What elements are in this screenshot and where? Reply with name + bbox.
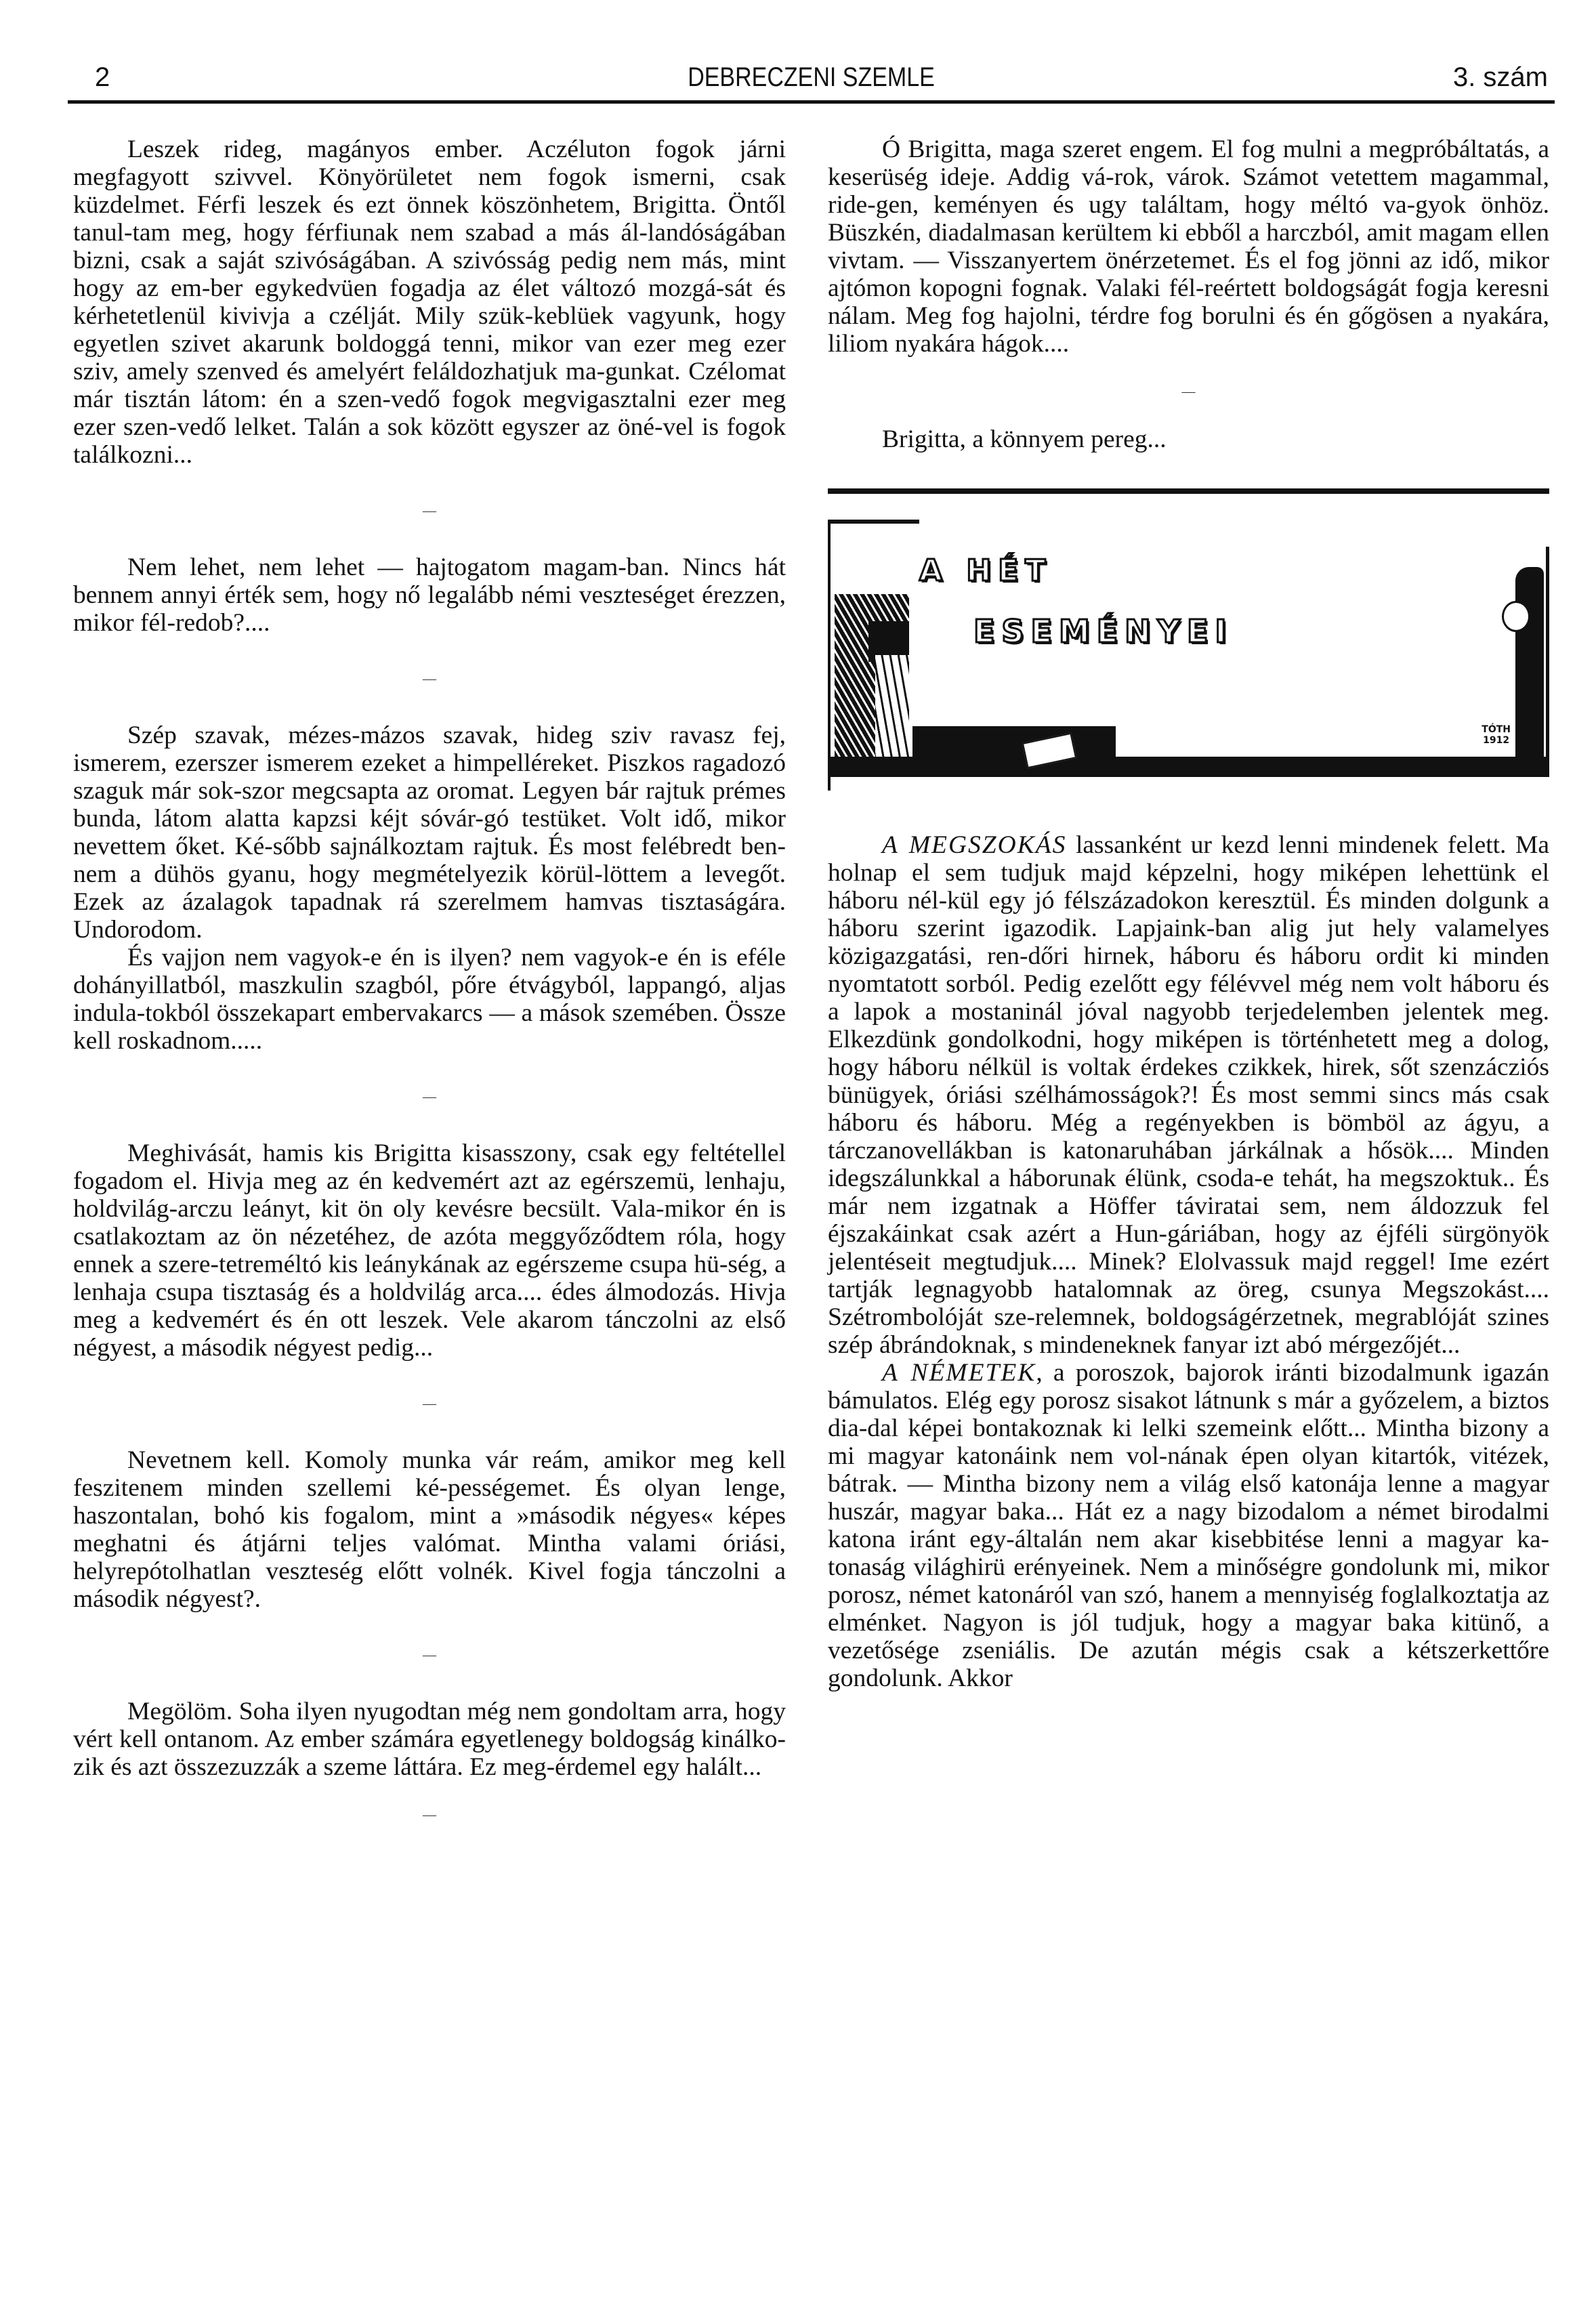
end-separator: — (423, 1807, 436, 1822)
publication-title: DEBRECZENI SZEMLE (688, 62, 935, 92)
paragraph: Ó Brigitta, maga szeret engem. El fog mulni a megpróbáltatás, a keserüség ideje. Addig vá-rok, várok. Számot vetettem magammal, ride-gen, keményen és ugy találtam, hogy méltó va-gyok önhöz. Büszkén, diadalmasan kerültem ki ebből a harczból, amit magam ellen vivtam. — Visszanyertem önérzetemet. És el fog jönni az idő, mikor ajtómon kopogni fognak. Valaki fél-reértett boldogságát fogja keresni nálam. Meg fog hajolni, térdre fog borulni és én gőgösen a nyakára, liliom nyakára hágok.... (828, 135, 1549, 358)
section-separator: — (423, 503, 436, 518)
paragraph: Meghivását, hamis kis Brigitta kisasszony, csak egy feltétellel fogadom el. Hivja meg az én kedvemért azt az egérszemü, lenhaju, holdvilág-arczu leányt, kit ön oly kevésre becsült. Vala-mikor én is csatlakoztam az ön nézetéhez, de azóta meggyőződtem róla, hogy ennek a szere-tetreméltó kis leánykának az egérszeme csupa hü-ség, a lenhaja csupa tisztaság és a holdvilág arca.... édes álmodozás. Hivja meg a kedvemért és én ott leszek. Vele akarom tánczolni az első négyest, a második négyest pedig... (73, 1139, 786, 1362)
section-separator: — (423, 671, 436, 686)
section-separator: — (423, 1396, 436, 1411)
section-separator: — (423, 1089, 436, 1104)
news-item (828, 1359, 1549, 1692)
section-separator: — (1181, 384, 1196, 399)
tripod-icon (875, 655, 909, 763)
right-column (828, 135, 1549, 1692)
banner-title-line2: ESEMÉNYEI (973, 613, 1234, 650)
section-rule (828, 488, 1549, 494)
paragraph: Nevetnem kell. Komoly munka vár reám, amikor meg kell feszitenem minden szellemi ké-pességemet. És olyan lenge, haszontalan, bohó kis fogalom, mint a »második négyes« képes meghatni és átjárni teljes valómat. Mintha valami óriási, helyrepótolhatlan veszteség előtt volnék. Kivel fogja tánczolni a második négyest?. (73, 1446, 786, 1613)
banner-title-line1: A HÉT (919, 553, 1053, 588)
artist-signature (1480, 723, 1512, 747)
left-column (73, 135, 786, 1849)
section-banner-illustration (828, 520, 1549, 811)
news-lead: A NÉMETEK (882, 1359, 1036, 1387)
signature-name: TÓTH (1482, 724, 1511, 735)
figure-icon (1515, 567, 1544, 770)
paragraph: Megölöm. Soha ilyen nyugodtan még nem gondoltam arra, hogy vért kell ontanom. Az ember számára egyetlenegy boldogság kinálko-zik és azt összezuzzák a szeme láttára. Ez meg-érdemel egy halált... (73, 1698, 786, 1781)
news-text: , a poroszok, bajorok iránti bizodalmunk igazán bámulatos. Elég egy porosz sisakot látnunk s már a győzelem, a biztos dia-dal képei bontakoznak ki lelki szemeink előtt... Mintha bizony a mi magyar katonáink nem vol-nának épen olyan kitartók, vitézek, bátrak. — Mintha bizony nem a világ első katonája lenne a magyar huszár, magyar baka... Hát ez a nagy bizodalom a német birodalmi katona iránt egy-általán nem akar kisebbitése lenni a magyar ka-tonaság világhirü erényeinek. Nem a minőségre gondolunk mi, mikor porosz, német katonáról van szó, hanem a mennyiség foglalkoztatja az elménket. Nagyon is jól tudjuk, hogy a magyar baka kitünő, a vezetősége zseniális. De azután mégis csak a kétszerkettőre gondolunk. Akkor (828, 1359, 1549, 1692)
figure-head-icon (1502, 601, 1530, 632)
section-separator: — (423, 1647, 436, 1662)
signature-year: 1912 (1483, 735, 1510, 746)
issue-number: 3. szám (1452, 62, 1548, 92)
news-lead: A MEGSZOKÁS (882, 831, 1067, 859)
page-header (68, 62, 1555, 103)
desk-icon (912, 726, 1116, 767)
paragraph: Szép szavak, mézes-mázos szavak, hideg sziv ravasz fej, ismerem, ezerszer ismerem ezeket a himpelléreket. Piszkos ragadozó szaguk már sok-szor megcsapta az oromat. Legyen bár rajtuk prémes bunda, látom alatta kapzsi kéjt sóvár-gó testüket. Volt idő, mikor nevettem őket. Ké-sőbb sajnálkoztam rajtuk. És most felébredt ben-nem a dühös gyanu, hogy megmételyezik körül-löttem a levegőt. Ezek az ázalagok tapadnak rá szerelmem hamvas tisztaságára. Undorodom. (73, 721, 786, 944)
header-rule (68, 100, 1555, 104)
news-text: lassanként ur kezd lenni mindenek felett. Ma holnap el sem tudjuk majd képzelni, hogy miképen lehettünk el háboru nél-kül egy jó félszázadokon keresztül. És minden dolgunk a háboru szerint igazodik. Lapjaink-ban alig jut hely valamelyes közigazgatási, ren-dőri hirnek, háboru és háboru ordit ki minden nyomtatott sorból. Pedig ezelőtt egy félévvel még nem volt háboru és a lapok a mostaninál jóval nagyobb terjedelemben jelentek meg. Elkezdünk gondolkodni, hogy miképen is történhetett meg a dolog, hogy háboru nélkül is voltak érdekes czikkek, hirek, sőt szenzácziós bünügyek, óriási szélhámosságok?! És most semmi sincs más csak háboru és háboru. Még a regényekben is bömböl az ágyu, a tárczanovellákban is katonaruhában járkálnak a hősök.... Minden idegszálunkkal a háborunak élünk, csoda-e tehát, ha megszoktuk.. És már nem izgatnak a Höffer táviratai sem, nem áldozzuk fel éjszakáinkat csak azért a Hun-gáriában, hogy az éjféli sürgönyök jelentéseit megtudjuk.... Minek? Elolvassuk majd reggel! Ime ezért tartják legnagyobb hatalomnak az öreg, csunya Megszokást.... Szétrombolóját sze-relemnek, boldogságérzetnek, megrablóját szines szép ábrándoknak, s mindeneknek fanyar izt abó mérgezőjét... (828, 831, 1549, 1359)
paragraph: Nem lehet, nem lehet — hajtogatom magam-ban. Nincs hát bennem annyi érték sem, hogy nő legalább némi veszteséget érezzen, mikor fél-redob?.... (73, 553, 786, 637)
news-item (828, 831, 1549, 1359)
paragraph: Leszek rideg, magányos ember. Aczéluton fogok járni megfagyott szivvel. Könyörületet nem fogok ismerni, csak küzdelmet. Férfi leszek és ezt önnek köszönhetem, Brigitta. Öntől tanul-tam meg, hogy férfiunak nem szabad a más ál-landóságában bizni, csak a saját szivóságában. A szivósság pedig nem más, mint hogy az em-ber egykedvüen fogadja az élet változó mozgá-sát és kérhetetlenül kivivja a czélját. Mily szük-keblüek vagyunk, hogy egyetlen szivet akarunk boldoggá tenni, mikor van ezer meg ezer sziv, amely szenved és amelyért feláldozhatjuk ma-gunkat. Czélomat már tisztán látom: én a szen-vedő fogok megvigasztalni ezer meg ezer szen-vedő lelket. Talán a sok között egyszer az öné-vel is fogok találkozni... (73, 135, 786, 469)
page-number: 2 (95, 62, 110, 92)
paragraph: És vajjon nem vagyok-e én is ilyen? nem vagyok-e én is eféle dohányillatból, maszkulin szagból, pőre étvágyból, lappangó, aljas indula-tokból összekapart embervakarcs — a mások szemében. Össze kell roskadnom..... (73, 944, 786, 1055)
closing-line: Brigitta, a könnyem pereg... (882, 425, 1167, 453)
